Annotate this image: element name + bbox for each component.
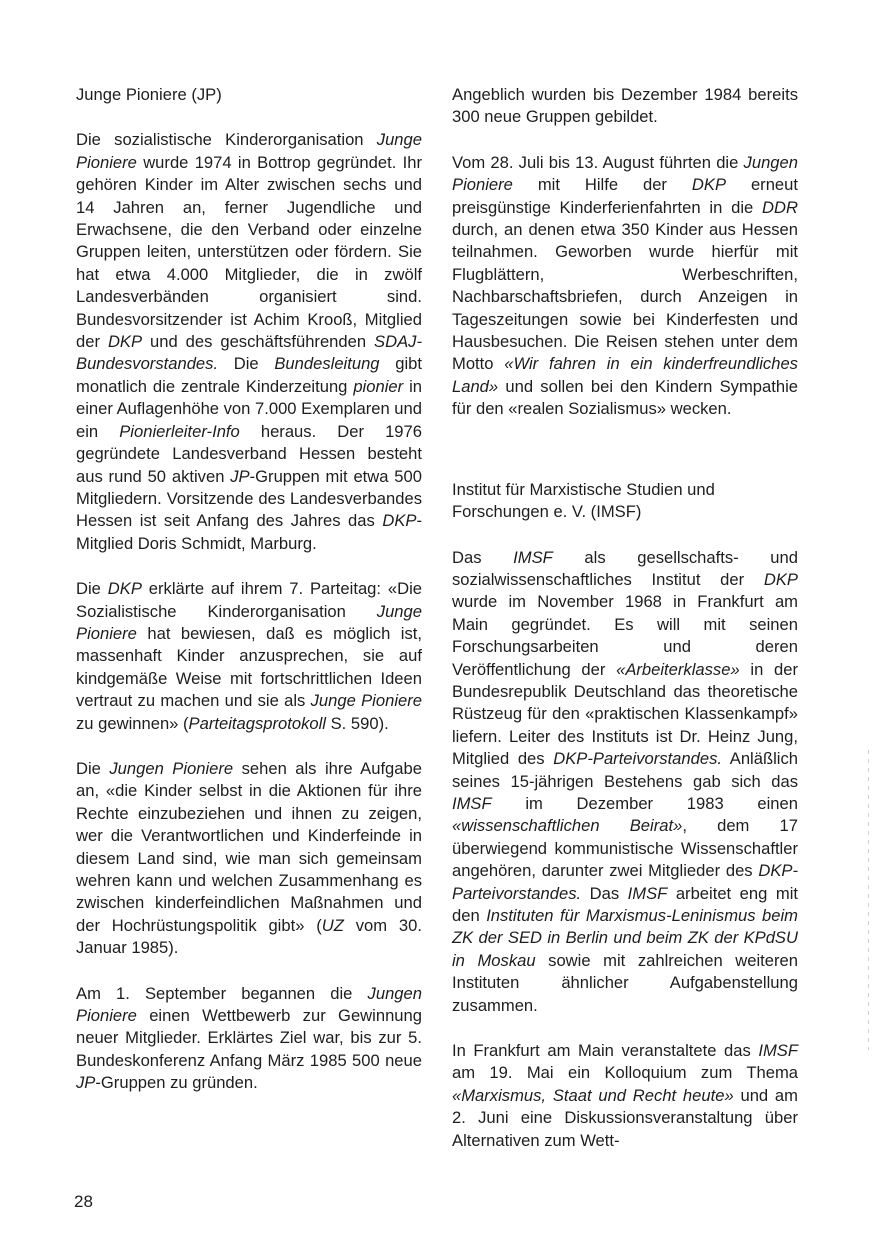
paragraph xyxy=(76,129,422,555)
text-run: mit Hilfe der xyxy=(512,175,692,195)
italic-term: Junge Pioniere xyxy=(76,130,422,172)
italic-term: DKP xyxy=(382,511,417,531)
text-run: durch, an denen etwa 350 Kinder aus Hessen teilnahmen. Geworben wurde hierfür mit Flugblättern, Werbeschriften, Nachbarschaftsbriefen, durch Anzeigen in Tageszeitungen sowie bei Kinderfesten und Hausbesuchen. Die Reisen stehen unter dem Motto xyxy=(452,220,798,374)
italic-term: Jungen Pioniere xyxy=(109,758,234,778)
text-run: , dem 17 überwiegend kommunistische Wissenschaftler angehören, darunter zwei Mitglieder des xyxy=(452,816,799,881)
text-run: Die xyxy=(76,758,110,778)
text-run: am 19. Mai ein Kolloquium zum Thema xyxy=(452,1063,798,1083)
paragraph xyxy=(76,983,422,1095)
text-run: in der Bundesrepublik Deutschland das theoretische Rüstzeug für den «praktischen Klassenkampf» liefern. Leiter des Instituts ist Dr. Heinz Jung, Mitglied des xyxy=(452,659,798,769)
text-run: -Gruppen zu gründen. xyxy=(95,1073,258,1093)
text-run: wurde 1974 in Bottrop gegründet. Ihr gehören Kinder im Alter zwischen sechs und 14 Jahren an, ferner Jugendliche und Erwachsene, die den Verband oder einzelne Gruppen leiten, unterstützen oder fördern. Sie hat etwa 4.000 Mitglieder, die in zwölf Landesverbänden organisiert sind. Bundesvorsitzender ist Achim Krooß, Mitglied der xyxy=(76,152,422,352)
text-run: erklärte auf ihrem 7. Parteitag: «Die Sozialistische Kinderorganisation xyxy=(76,579,423,621)
italic-term: DDR xyxy=(762,197,798,217)
text-run: -Gruppen mit etwa 500 Mitgliedern. Vorsitzende des Landesverbandes Hessen ist seit Anfang des Jahres das xyxy=(76,466,422,531)
italic-term: Pionierleiter-Info xyxy=(119,421,240,441)
paragraph xyxy=(452,84,798,129)
text-run: Angeblich wurden bis Dezember 1984 bereits 300 neue Gruppen gebildet. xyxy=(452,85,798,127)
italic-term: Instituten für Marxismus-Leninismus beim ZK der SED in Berlin und beim ZK der KPdSU in Moskau xyxy=(452,906,799,970)
italic-term: IMSF xyxy=(452,793,492,813)
text-run: arbeitet eng mit den xyxy=(452,883,798,925)
italic-term: UZ xyxy=(321,915,344,935)
text-run: Am 1. September begannen die xyxy=(76,983,368,1003)
text-run: in einer Auflagenhöhe von 7.000 Exemplaren und ein xyxy=(76,376,422,441)
text-run: Das xyxy=(452,547,514,567)
text-run: Die xyxy=(218,354,275,374)
text-run: Das xyxy=(581,883,628,903)
italic-term: IMSF xyxy=(758,1041,798,1061)
text-run: -Mitglied Doris Schmidt, Marburg. xyxy=(76,511,422,553)
text-run: Die sozialistische Kinderorganisation xyxy=(76,130,377,150)
paragraph xyxy=(76,758,422,960)
text-run: und sollen bei den Kindern Sympathie für den «realen Sozialismus» wecken. xyxy=(452,376,798,419)
italic-term: «wissenschaftlichen Beirat» xyxy=(452,816,683,836)
text-run: sehen als ihre Aufgabe an, «die Kinder selbst in die Aktionen für ihre Rechte einzubeziehen und ihnen zu zeigen, wer die Verantwortlichen und Kinderfeinde in diesem Land sind, wie man sich gemeinsam wehren kann und welchen Zusammenhang es zwischen kinderfeindlichen Maßnahmen und der Hochrüstungspolitik gibt» ( xyxy=(76,758,422,935)
italic-term: Jungen Pioniere xyxy=(76,983,422,1026)
text-run: als gesellschafts- und sozialwissenschaftliches Institut der xyxy=(452,547,798,589)
italic-term: Junge Pioniere xyxy=(76,601,422,643)
italic-term: «Wir fahren in ein kinderfreundliches Land» xyxy=(452,354,798,396)
section-heading-junge-pioniere: Junge Pioniere (JP) xyxy=(76,85,222,104)
text-run: Vom 28. Juli bis 13. August führten die xyxy=(452,152,744,172)
page-number: 28 xyxy=(74,1192,93,1211)
italic-term: DKP-Parteivorstandes. xyxy=(553,749,723,769)
paragraph xyxy=(452,152,798,421)
italic-term: «Marxismus, Staat und Recht heute» xyxy=(452,1085,734,1105)
paragraph xyxy=(76,578,422,735)
text-run: S. 590). xyxy=(325,713,389,733)
text-run: und des geschäftsführenden xyxy=(142,332,375,352)
text-run: heraus. Der 1976 gegründete Landesverband Hessen besteht aus rund 50 aktiven xyxy=(76,421,422,486)
italic-term: Jungen Pioniere xyxy=(452,152,798,195)
italic-term: DKP xyxy=(107,332,143,352)
italic-term: DKP xyxy=(107,579,142,599)
paragraph xyxy=(452,1040,798,1152)
italic-term: Parteitagsprotokoll xyxy=(188,713,326,733)
italic-term: SDAJ-Bundesvorstandes. xyxy=(76,332,422,374)
text-run: hat bewiesen, daß es möglich ist, massenhaft Kinder anzusprechen, sie auf kindgemäße Weise mit fortschrittlichen Ideen vertraut zu machen und sie als xyxy=(76,623,422,711)
text-run: Anläßlich seines 15-jährigen Bestehens gab sich das xyxy=(452,749,798,791)
text-run: In Frankfurt am Main veranstaltete das xyxy=(452,1041,759,1061)
italic-term: DKP xyxy=(763,569,798,589)
italic-term: Junge Pioniere xyxy=(310,691,422,711)
text-run: wurde im November 1968 in Frankfurt am Main gegründet. Es will mit seinen Forschungsarbeiten und deren Veröffentlichung der xyxy=(452,592,798,679)
italic-term: DKP xyxy=(691,175,727,195)
text-run: vom 30. Januar 1985). xyxy=(76,915,422,958)
italic-term: «Arbeiterklasse» xyxy=(616,659,740,679)
right-column xyxy=(452,84,798,1175)
italic-term: JP xyxy=(76,1073,96,1093)
italic-term: IMSF xyxy=(513,547,553,567)
italic-term: JP xyxy=(230,466,250,486)
paragraph xyxy=(452,547,798,1018)
italic-term: pionier xyxy=(353,376,404,396)
text-run: zu gewinnen» ( xyxy=(76,713,189,733)
text-run: erneut preisgünstige Kinderferienfahrten in die xyxy=(452,175,798,217)
italic-term: DKP-Parteivorstandes. xyxy=(452,861,798,903)
left-column xyxy=(76,84,422,1118)
text-run: einen Wettbewerb zur Gewinnung neuer Mitglieder. Erklärtes Ziel war, bis zur 5. Bundeskonferenz Anfang März 1985 500 neue xyxy=(76,1006,422,1070)
italic-term: Bundesleitung xyxy=(274,354,380,374)
text-run: im Dezember 1983 einen xyxy=(491,793,798,813)
text-run: gibt monatlich die zentrale Kinderzeitung xyxy=(76,354,422,396)
scan-margin-mark xyxy=(868,750,869,1050)
text-run: Die xyxy=(76,579,108,599)
section-heading-imsf: Institut für Marxistische Studien und Forschungen e. V. (IMSF) xyxy=(452,479,715,522)
italic-term: IMSF xyxy=(627,883,668,903)
text-run: und am 2. Juni eine Diskussionsveranstaltung über Alternativen zum Wett- xyxy=(452,1085,798,1150)
text-run: sowie mit zahlreichen weiteren Instituten ähnlicher Aufgabenstellung zusammen. xyxy=(452,950,798,1015)
